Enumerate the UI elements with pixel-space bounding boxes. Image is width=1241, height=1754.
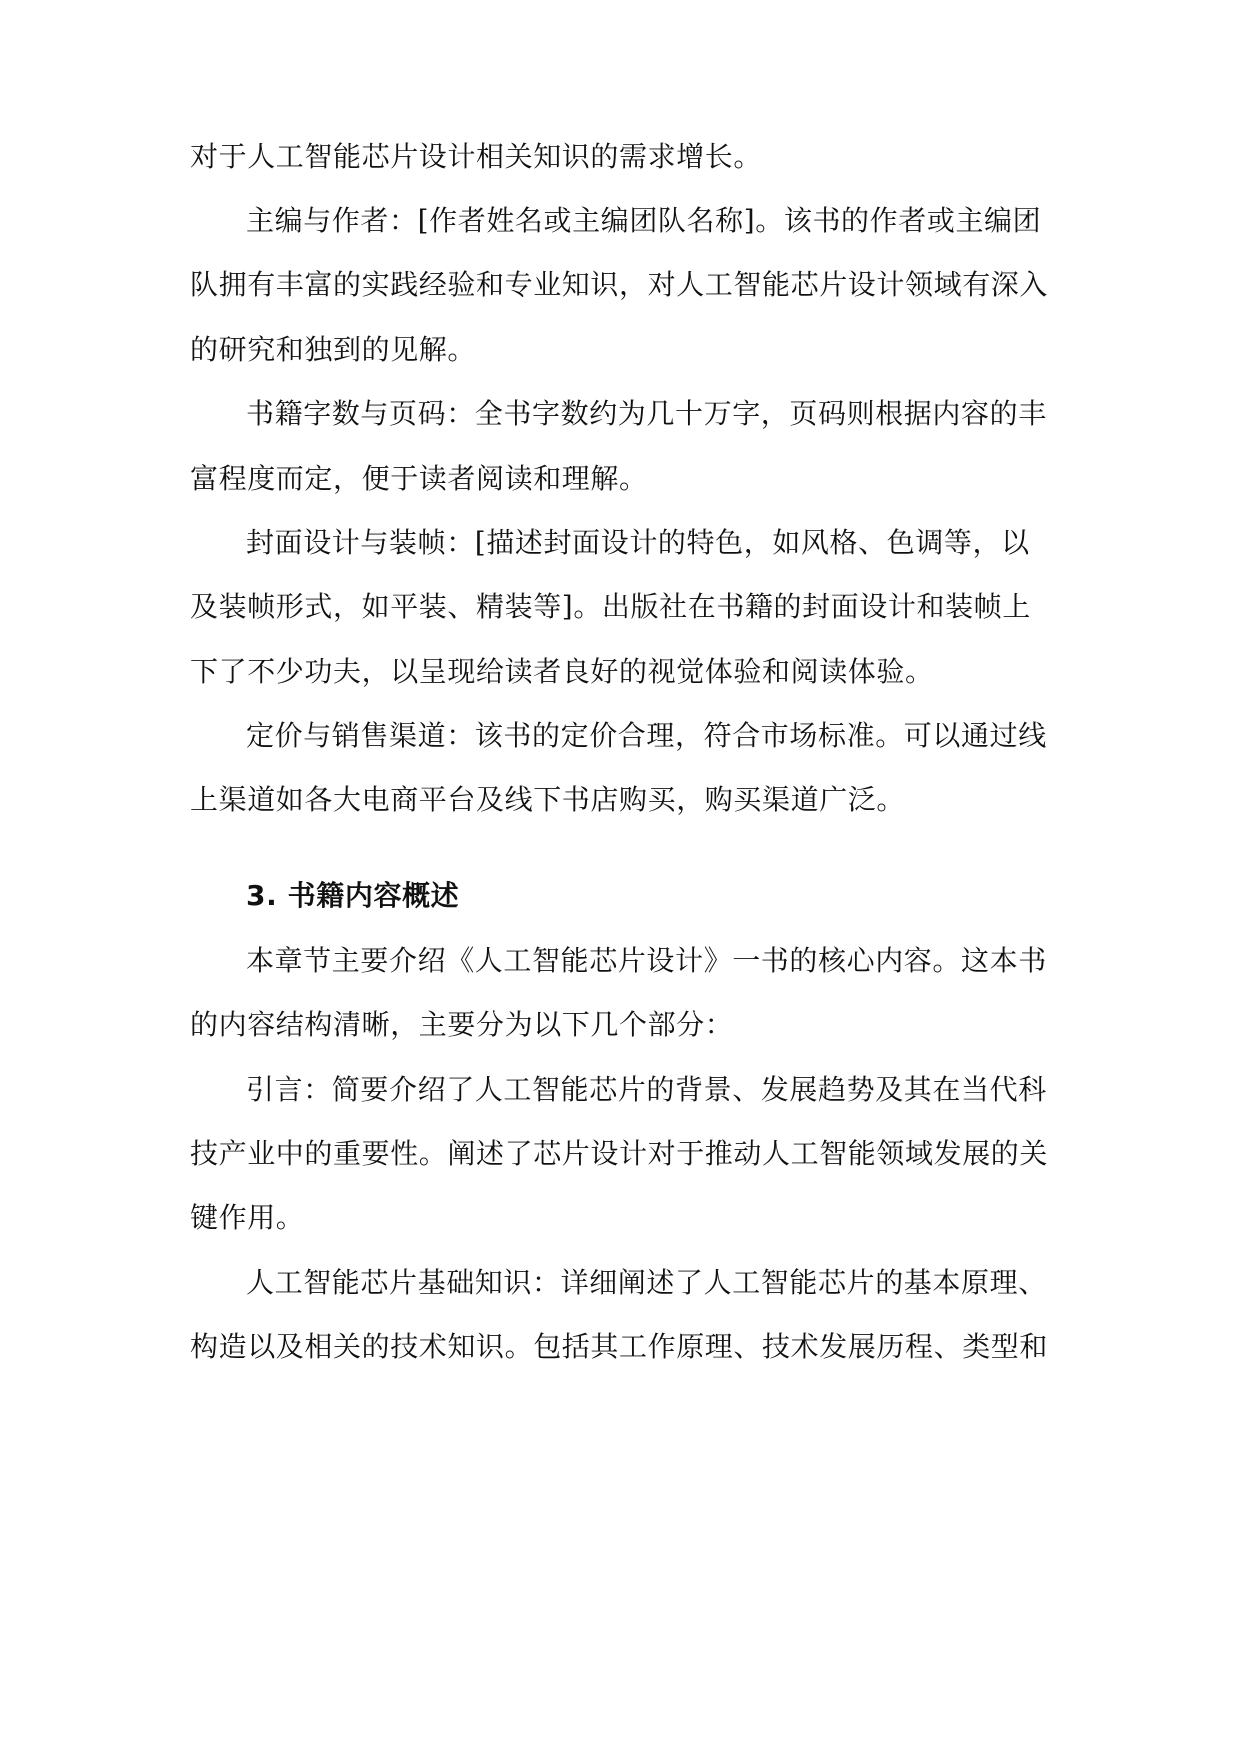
text-line: 构造以及相关的技术知识。包括其工作原理、技术发展历程、类型和 xyxy=(190,1330,1049,1363)
text-line: 的研究和独到的见解。 xyxy=(190,333,477,366)
text-line: 技产业中的重要性。阐述了芯片设计对于推动人工智能领域发展的关 xyxy=(190,1137,1049,1170)
section-heading: 3. 书籍内容概述 xyxy=(246,879,460,912)
text-line: 及装帧形式，如平装、精装等]。出版社在书籍的封面设计和装帧上 xyxy=(190,590,1031,623)
text-line: 的内容结构清晰，主要分为以下几个部分： xyxy=(190,1008,734,1041)
text-line: 本章节主要介绍《人工智能芯片设计》一书的核心内容。这本书 xyxy=(246,944,1047,977)
text-line: 主编与作者：[作者姓名或主编团队名称]。该书的作者或主编团 xyxy=(246,204,1042,237)
text-line: 定价与销售渠道：该书的定价合理，符合市场标准。可以通过线 xyxy=(246,719,1047,752)
text-line: 上渠道如各大电商平台及线下书店购买，购买渠道广泛。 xyxy=(190,783,906,816)
text-line: 队拥有丰富的实践经验和专业知识，对人工智能芯片设计领域有深入 xyxy=(190,268,1049,301)
text-line: 键作用。 xyxy=(190,1201,305,1234)
text-line: 书籍字数与页码：全书字数约为几十万字，页码则根据内容的丰 xyxy=(246,397,1047,430)
text-line: 人工智能芯片基础知识：详细阐述了人工智能芯片的基本原理、 xyxy=(246,1266,1047,1299)
text-line: 封面设计与装帧：[描述封面设计的特色，如风格、色调等，以 xyxy=(246,526,1030,559)
text-line: 对于人工智能芯片设计相关知识的需求增长。 xyxy=(190,140,763,173)
text-line: 引言：简要介绍了人工智能芯片的背景、发展趋势及其在当代科 xyxy=(246,1073,1047,1106)
text-line: 富程度而定，便于读者阅读和理解。 xyxy=(190,462,648,495)
text-line: 下了不少功夫，以呈现给读者良好的视觉体验和阅读体验。 xyxy=(190,655,934,688)
